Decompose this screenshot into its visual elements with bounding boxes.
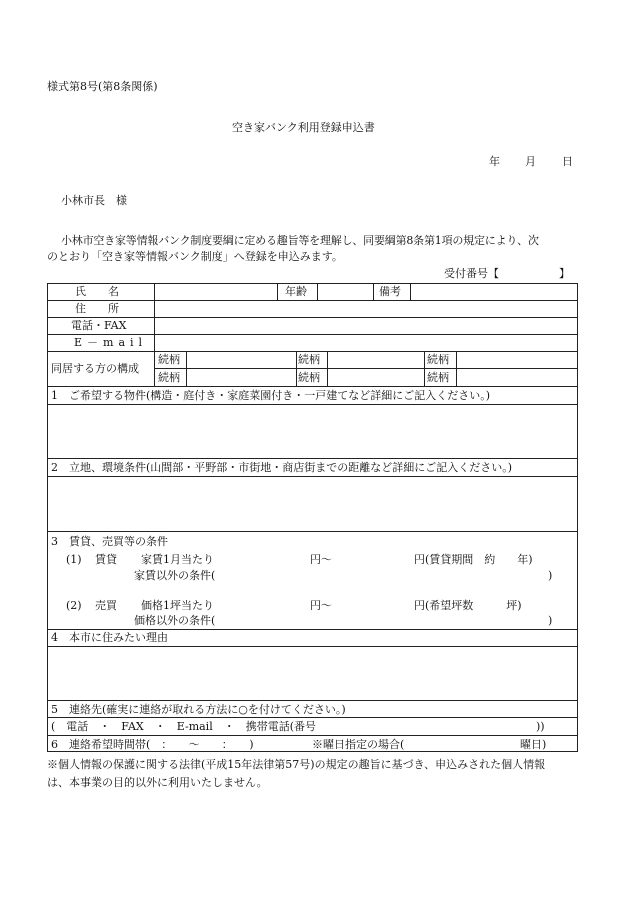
rent-monthly-label: 家賃1月当たり <box>141 553 214 566</box>
date-month-label: 月 <box>525 155 536 168</box>
household-name-field[interactable] <box>187 352 295 367</box>
relation-label: 続柄 <box>158 371 180 384</box>
desired-property-field[interactable] <box>48 405 577 457</box>
sale-other-conditions-close: ) <box>548 614 553 627</box>
address-field[interactable] <box>155 301 577 316</box>
rule <box>47 386 578 387</box>
section-1-heading: 1 ご希望する物件(構造・庭付き・家庭菜園付き・一戸建てなど詳細にご記入ください。) <box>51 389 491 402</box>
privacy-note-line-1: ※個人情報の保護に関する法律(平成15年法律第57号)の規定の趣旨に基づき、申込みされた個人情報 <box>47 758 546 771</box>
name-field[interactable] <box>155 284 276 299</box>
form-title: 空き家バンク利用登録申込書 <box>232 121 375 134</box>
rule <box>47 700 578 701</box>
household-name-field[interactable] <box>457 370 577 385</box>
contact-options-close: )) <box>536 720 545 733</box>
reception-number-close: 】 <box>559 267 570 280</box>
reception-number-label: 受付番号【 <box>444 267 499 280</box>
section-6-heading: 6 連絡希望時間帯( ： ～ ： ) <box>51 738 254 751</box>
date-day-label: 日 <box>562 155 573 168</box>
phone-fax-field[interactable] <box>155 318 577 333</box>
section-4-heading: 4 本市に住みたい理由 <box>51 631 168 644</box>
section-3-heading: 3 賃貸、売買等の条件 <box>51 535 168 548</box>
rent-range-label: 円～ <box>310 553 332 566</box>
remarks-field[interactable] <box>411 284 577 299</box>
rule <box>424 351 425 386</box>
sale-label: 売買 <box>95 599 117 612</box>
intro-line-2: のとおり「空き家等情報バンク制度」へ登録を申込みます。 <box>47 250 343 263</box>
remarks-label: 備考 <box>379 285 401 298</box>
contact-options: ( 電話 ・ FAX ・ E-mail ・ 携帯電話(番号 <box>51 720 317 733</box>
reason-field[interactable] <box>48 647 577 699</box>
name-label: 氏 名 <box>75 285 119 298</box>
rent-other-conditions-label: 家賃以外の条件( <box>134 569 216 582</box>
rule <box>154 368 578 369</box>
email-field[interactable] <box>155 335 577 350</box>
sale-other-conditions-label: 価格以外の条件( <box>134 614 216 627</box>
intro-line-1: 小林市空き家等情報バンク制度要綱に定める趣旨等を理解し、同要綱第8条第1項の規定により、次 <box>61 234 539 247</box>
rule <box>47 458 578 459</box>
weekday-preference-close: 曜日) <box>520 738 547 751</box>
location-conditions-field[interactable] <box>48 477 577 530</box>
rent-label: 賃貸 <box>95 553 117 566</box>
email-label: E－mail <box>74 336 148 349</box>
section-5-heading: 5 連絡先(確実に連絡が取れる方法に○を付けてください。) <box>51 703 346 716</box>
section-2-heading: 2 立地、環境条件(山間部・平野部・市街地・商店街までの距離など詳細にご記入ください。) <box>51 461 513 474</box>
rule <box>296 351 297 386</box>
date-year-label: 年 <box>489 155 500 168</box>
age-field[interactable] <box>318 284 372 299</box>
sale-range-label: 円～ <box>310 599 332 612</box>
rule <box>47 735 578 736</box>
relation-label: 続柄 <box>298 371 320 384</box>
privacy-note-line-2: は、本事業の目的以外に利用いたしません。 <box>47 776 268 789</box>
relation-label: 続柄 <box>298 353 320 366</box>
relation-label: 続柄 <box>427 353 449 366</box>
rent-other-conditions-close: ) <box>548 569 553 582</box>
sale-area-label: 円(希望坪数 坪) <box>414 599 522 612</box>
household-name-field[interactable] <box>457 352 577 367</box>
form-number: 様式第8号(第8条関係) <box>47 80 158 93</box>
address-label: 住 所 <box>75 302 119 315</box>
rule <box>277 283 278 300</box>
household-name-field[interactable] <box>328 352 423 367</box>
household-label: 同居する方の構成 <box>51 362 139 375</box>
phone-fax-label: 電話・FAX <box>71 319 127 332</box>
household-name-field[interactable] <box>328 370 423 385</box>
sale-number: (2) <box>66 599 82 612</box>
rule <box>47 629 578 630</box>
relation-label: 続柄 <box>427 371 449 384</box>
weekday-preference-label: ※曜日指定の場合( <box>312 738 405 751</box>
rent-period-label: 円(賃貸期間 約 年) <box>414 553 533 566</box>
age-label: 年齢 <box>285 285 307 298</box>
rule <box>47 531 578 532</box>
addressee: 小林市長 様 <box>61 194 127 207</box>
household-name-field[interactable] <box>187 370 295 385</box>
rent-number: (1) <box>66 553 82 566</box>
relation-label: 続柄 <box>158 353 180 366</box>
rule <box>47 717 578 718</box>
rule <box>373 283 374 300</box>
sale-per-tsubo-label: 価格1坪当たり <box>141 599 214 612</box>
